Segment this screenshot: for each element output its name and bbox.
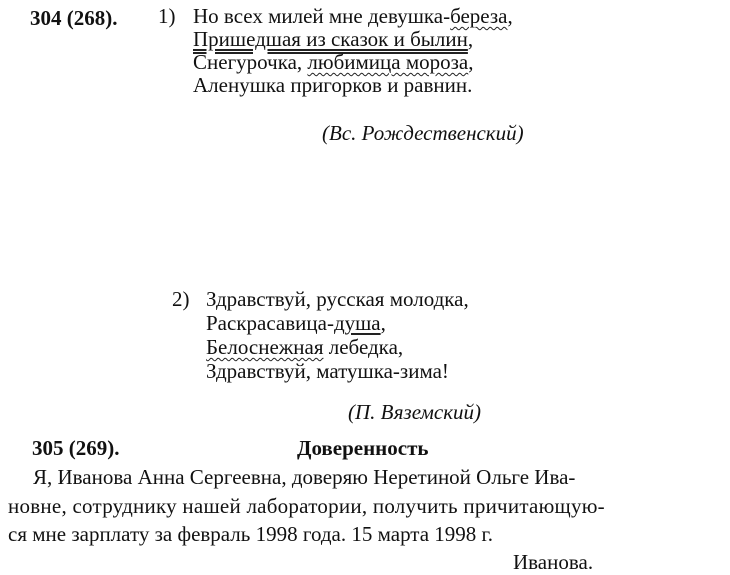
underlined-phrase: любимица мороза <box>307 50 469 74</box>
poem-1-line-2: Пришедшая из сказок и былин, <box>193 27 474 51</box>
exercise-number-304: 304 (268). <box>30 6 118 30</box>
poem-1-line-3: Снегурочка, любимица мороза, <box>193 50 474 74</box>
poem-2-line-3: Белоснежная лебедка, <box>206 335 404 359</box>
poem-2-author: (П. Вяземский) <box>348 400 482 424</box>
proxy-text-line-3: ся мне зарплату за февраль 1998 года. 15 марта 1998 г. <box>8 522 494 546</box>
poem-1-line-1: Но всех милей мне девушка-береза, <box>193 4 513 28</box>
proxy-text-line-2: новне, сотруднику нашей лаборатории, получить причитающую- <box>8 494 605 518</box>
poem-1-author: (Вс. Рождественский) <box>322 121 524 145</box>
poem-2-line-1: Здравствуй, русская молодка, <box>206 287 469 311</box>
underlined-word: Белоснежная <box>206 335 324 359</box>
poem-2 <box>206 289 469 385</box>
poem-2-line-2: Раскрасавица-душа, <box>206 311 386 335</box>
poem-item-number-2: 2) <box>172 287 190 311</box>
underlined-phrase: Пришедшая из сказок и былин <box>193 27 468 51</box>
signature: Иванова. <box>513 550 594 574</box>
poem-2-line-4: Здравствуй, матушка-зима! <box>206 359 449 383</box>
poem-1-line-4: Аленушка пригорков и равнин. <box>193 73 473 97</box>
poem-item-number-1: 1) <box>158 4 176 28</box>
underlined-word: береза <box>450 4 508 28</box>
poem-1 <box>193 6 513 98</box>
exercise-number-305: 305 (269). <box>32 436 120 460</box>
proxy-text-line-1: Я, Иванова Анна Сергеевна, доверяю Неретиной Ольге Ива- <box>33 465 576 489</box>
underlined-word: душа <box>333 311 381 335</box>
document-title: Доверенность <box>297 436 429 460</box>
